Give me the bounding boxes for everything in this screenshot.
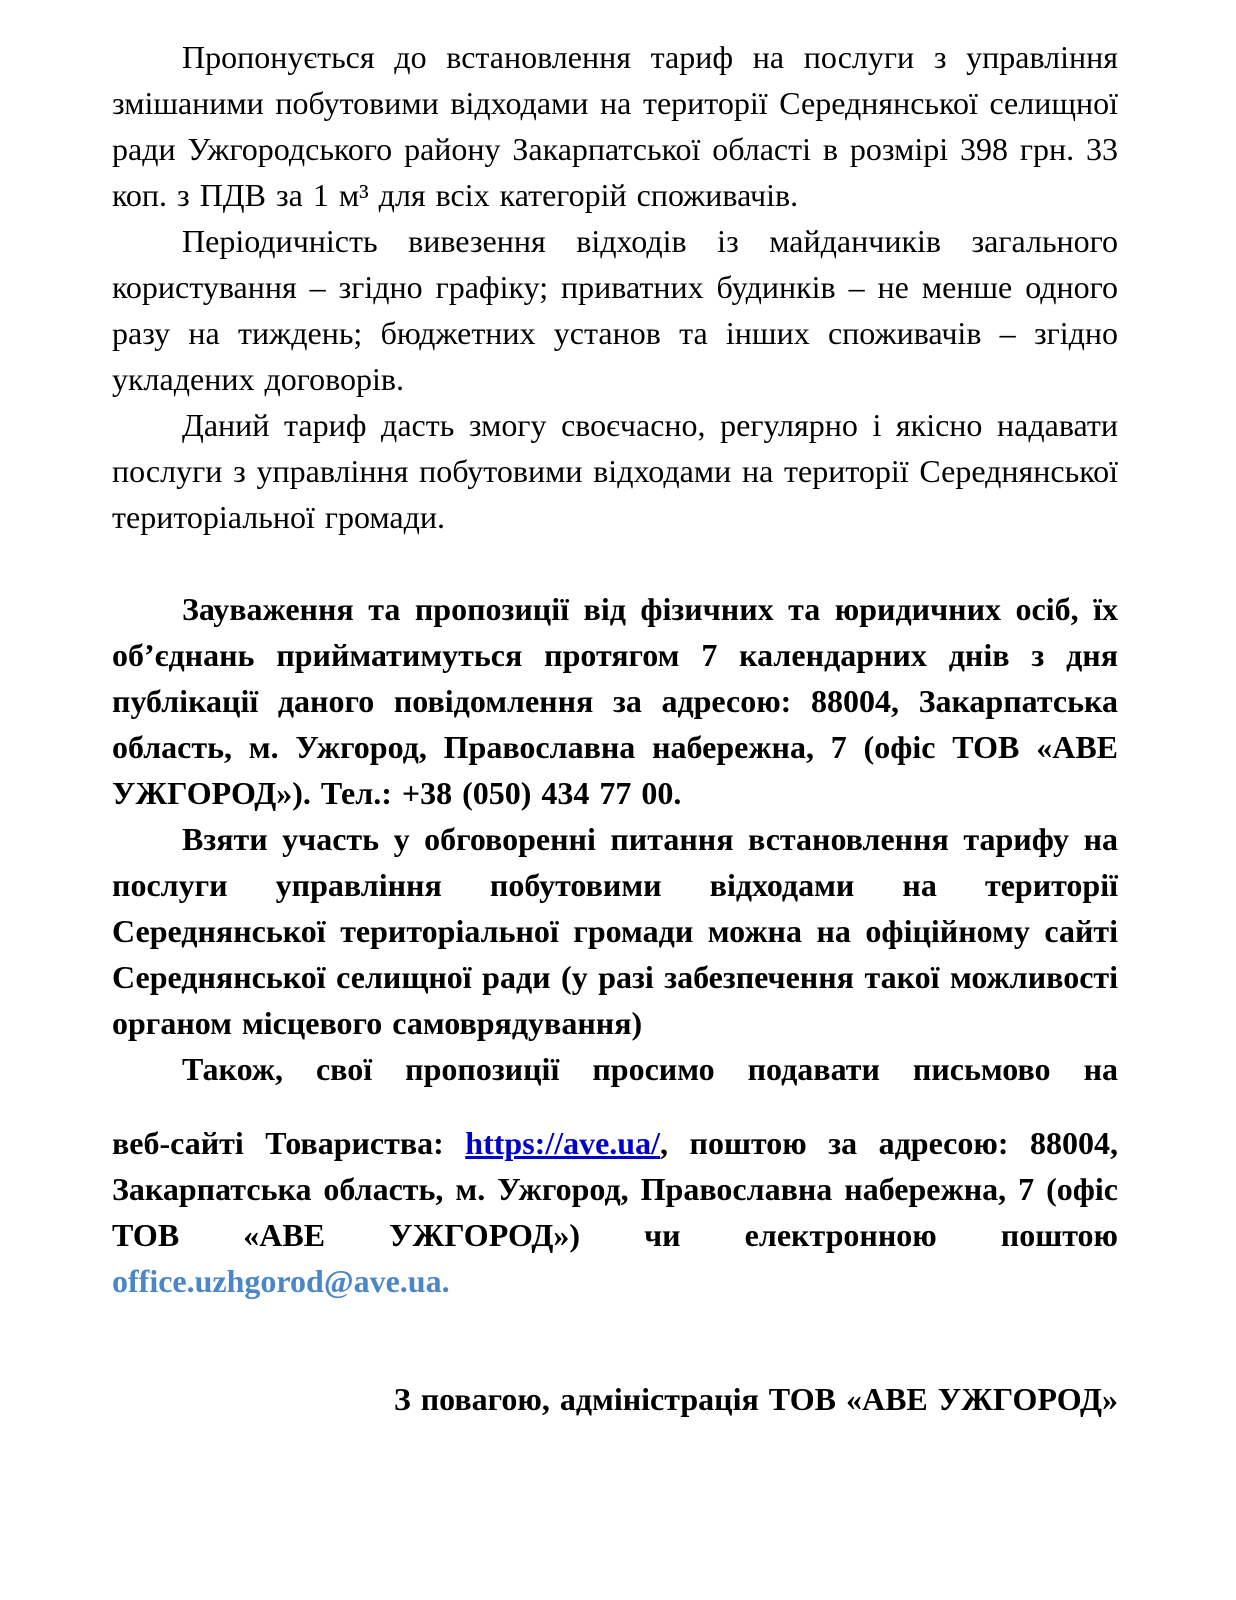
signature-line: З повагою, адміністрація ТОВ «АВЕ УЖГОРОД»	[393, 1381, 1118, 1417]
paragraph-collection-frequency: Періодичність вивезення відходів із майданчиків загального користування – згідно графіку; приватних будинків – не менше одного разу на тиждень; бюджетних установ та інших споживачів – згідно укладених договорів.	[112, 223, 1118, 397]
paragraph-feedback-address: Зауваження та пропозиції від фізичних та юридичних осіб, їх об’єднань прийматимуться протягом 7 календарних днів з дня публікації даного повідомлення за адресою: 88004, Закарпатська область, м. Ужгород, Православна набережна, 7 (офіс ТОВ «АВЕ УЖГОРОД»). Тел.: +38 (050) 434 77 00.	[112, 591, 1118, 811]
website-contact-between-text: , поштою за адресою: 88004, Закарпатська область, м. Ужгород, Православна набережна, 7 (офіс ТОВ «АВЕ УЖГОРОД») чи електронною поштою	[112, 1125, 1118, 1253]
paragraph-tariff-proposal: Пропонується до встановлення тариф на послуги з управління змішаними побутовими відходами на території Середнянської селищної ради Ужгородського району Закарпатської області в розмірі 398 грн. 33 коп. з ПДВ за 1 м³ для всіх категорій споживачів.	[112, 39, 1118, 213]
paragraph-tariff-benefit: Даний тариф дасть змогу своєчасно, регулярно і якісно надавати послуги з управління побутовими відходами на території Середнянської територіальної громади.	[112, 407, 1118, 535]
paragraph-website-contact	[112, 1120, 1118, 1304]
website-contact-before-link: веб-сайті Товариства:	[112, 1125, 466, 1161]
paragraph-also-proposals: Також, свої пропозиції просимо подавати письмово на	[182, 1051, 1118, 1087]
email-link[interactable]: office.uzhgorod@ave.ua.	[112, 1263, 450, 1299]
paragraph-participation: Взяти участь у обговоренні питання встановлення тарифу на послуги управління побутовими відходами на території Середнянської територіальної громади можна на офіційному сайті Середнянської селищної ради (у разі забезпечення такої можливості органом місцевого самоврядування)	[112, 821, 1118, 1041]
website-link[interactable]: https://ave.ua/	[465, 1125, 660, 1161]
